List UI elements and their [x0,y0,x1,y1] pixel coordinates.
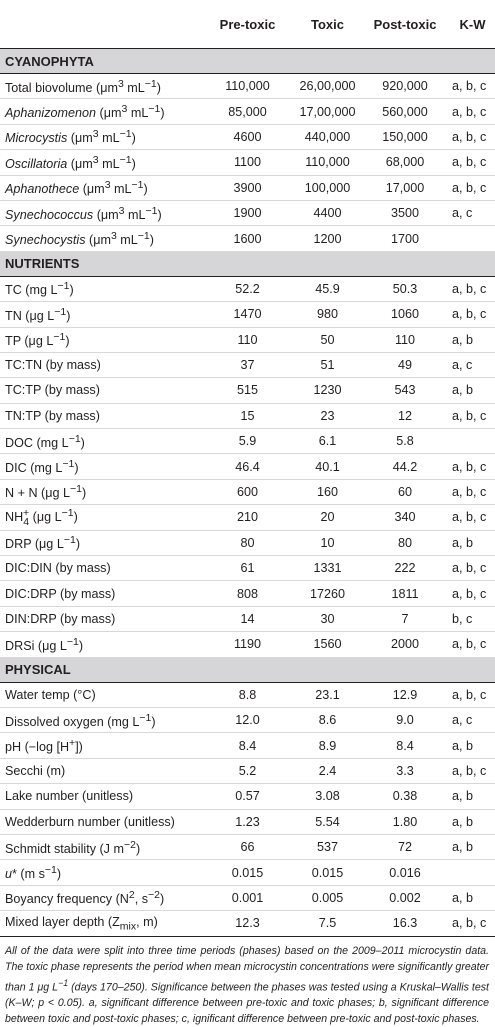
value-cell: 1700 [360,226,450,251]
value-cell: 537 [295,834,360,859]
row-label: TN:TP (by mass) [0,403,200,428]
row-label: DRSi (μg $L^{-1}$) [0,632,200,657]
value-cell: 1331 [295,556,360,581]
value-cell: 0.38 [360,784,450,809]
value-cell: 16.3 [360,911,450,936]
value-cell: 8.6 [295,707,360,732]
value-cell: 0.015 [200,860,295,885]
value-cell: 5.9 [200,429,295,454]
value-cell: 12 [360,403,450,428]
value-cell: 1560 [295,632,360,657]
value-cell: 222 [360,556,450,581]
kw-cell [450,226,495,251]
kw-cell: a, b, c [450,454,495,479]
value-cell: 30 [295,606,360,631]
kw-cell [450,860,495,885]
value-cell: 50.3 [360,276,450,301]
value-cell: 110,000 [200,74,295,99]
table-row [0,707,495,732]
value-cell: 0.001 [200,885,295,910]
section-title: CYANOPHYTA [0,49,495,74]
value-cell: 110,000 [295,150,360,175]
value-cell: 17,00,000 [295,99,360,124]
value-cell: 8.4 [360,733,450,758]
value-cell: 0.016 [360,860,450,885]
kw-cell: a, b [450,327,495,352]
kw-cell: a, b, c [450,682,495,707]
row-label: TP (μg $L^{-1}$) [0,327,200,352]
header-cell: Toxic [295,0,360,49]
table-row [0,150,495,175]
value-cell: 3.08 [295,784,360,809]
table-row [0,784,495,809]
value-cell: 26,00,000 [295,74,360,99]
value-cell: 210 [200,505,295,530]
table-row [0,327,495,352]
value-cell: 40.1 [295,454,360,479]
table-row [0,74,495,99]
kw-cell: a, b [450,885,495,910]
row-label: Aphanothece ($\mu m^3$ $mL^{-1}$) [0,175,200,200]
table-row [0,124,495,149]
value-cell: 1470 [200,302,295,327]
kw-cell: a, b, c [450,124,495,149]
value-cell: 543 [360,378,450,403]
row-label: u* (m $s^{-1}$) [0,860,200,885]
table-row [0,403,495,428]
value-cell: 44.2 [360,454,450,479]
value-cell: 49 [360,352,450,377]
row-label: TC:TP (by mass) [0,378,200,403]
table-row [0,175,495,200]
value-cell: 110 [200,327,295,352]
value-cell: 0.002 [360,885,450,910]
header-cell: Pre-toxic [200,0,295,49]
value-cell: 150,000 [360,124,450,149]
row-label: DIN:DRP (by mass) [0,606,200,631]
value-cell: 2000 [360,632,450,657]
kw-cell: a, b [450,733,495,758]
value-cell: 7.5 [295,911,360,936]
value-cell: 1100 [200,150,295,175]
value-cell: 1.80 [360,809,450,834]
table-row [0,556,495,581]
row-label: TC:TN (by mass) [0,352,200,377]
value-cell: 110 [360,327,450,352]
value-cell: 1.23 [200,809,295,834]
row-label: TC (mg $L^{-1}$) [0,276,200,301]
row-label: Lake number (unitless) [0,784,200,809]
row-label: Wedderburn number (unitless) [0,809,200,834]
value-cell: 46.4 [200,454,295,479]
value-cell: 80 [200,530,295,555]
value-cell: 0.005 [295,885,360,910]
value-cell: 68,000 [360,150,450,175]
kw-cell: a, b [450,530,495,555]
kw-cell: a, b, c [450,505,495,530]
row-label: Total biovolume ($\mu m^3$ $mL^{-1}$) [0,74,200,99]
section-title: NUTRIENTS [0,251,495,276]
kw-cell: b, c [450,606,495,631]
kw-cell: a, b, c [450,632,495,657]
table-row [0,99,495,124]
table-row [0,860,495,885]
row-label: TN (μg $L^{-1}$) [0,302,200,327]
table-row [0,505,495,530]
value-cell: 1200 [295,226,360,251]
row-label: Aphanizomenon ($\mu m^3$ $mL^{-1}$) [0,99,200,124]
table-row [0,911,495,936]
kw-cell: a, b, c [450,99,495,124]
value-cell: 14 [200,606,295,631]
row-label: $NH_4^+$ (μg $L^{-1}$) [0,505,200,530]
row-label: Mixed layer depth ($Z_{mix}$, m) [0,911,200,936]
value-cell: 61 [200,556,295,581]
table-row [0,885,495,910]
section-header-row [0,657,495,682]
value-cell: 5.2 [200,758,295,783]
table-row [0,682,495,707]
row-label: DIC (mg $L^{-1}$) [0,454,200,479]
kw-cell: a, b, c [450,556,495,581]
table-row [0,378,495,403]
section-header-row [0,251,495,276]
value-cell: 37 [200,352,295,377]
value-cell: 0.57 [200,784,295,809]
value-cell: 1900 [200,200,295,225]
row-label: Boyancy frequency ($N^2$, $s^{-2}$) [0,885,200,910]
kw-cell: a, b [450,834,495,859]
table-row [0,200,495,225]
row-label: DOC (mg $L^{-1}$) [0,429,200,454]
value-cell: 980 [295,302,360,327]
value-cell: 515 [200,378,295,403]
row-label: Dissolved oxygen (mg $L^{-1}$) [0,707,200,732]
row-label: Microcystis ($\mu m^3$ $mL^{-1}$) [0,124,200,149]
kw-cell: a, b, c [450,403,495,428]
value-cell: 66 [200,834,295,859]
value-cell: 51 [295,352,360,377]
value-cell: 23.1 [295,682,360,707]
header-cell [0,0,200,49]
kw-cell: a, b [450,378,495,403]
value-cell: 160 [295,479,360,504]
value-cell: 6.1 [295,429,360,454]
row-label: N + N (μg $L^{-1}$) [0,479,200,504]
value-cell: 17260 [295,581,360,606]
header-cell: K-W [450,0,495,49]
row-label: DRP (μg $L^{-1}$) [0,530,200,555]
value-cell: 2.4 [295,758,360,783]
value-cell: 4600 [200,124,295,149]
row-label: Synechocystis ($\mu m^3$ $mL^{-1}$) [0,226,200,251]
table-row [0,606,495,631]
value-cell: 80 [360,530,450,555]
row-label: Schmidt stability (J $m^{-2}$) [0,834,200,859]
value-cell: 3900 [200,175,295,200]
table-body [0,49,495,937]
kw-cell: a, b, c [450,175,495,200]
table-row [0,454,495,479]
kw-cell: a, b [450,784,495,809]
value-cell: 1811 [360,581,450,606]
value-cell: 808 [200,581,295,606]
value-cell: 50 [295,327,360,352]
row-label: Oscillatoria ($\mu m^3$ $mL^{-1}$) [0,150,200,175]
kw-cell: a, c [450,200,495,225]
value-cell: 920,000 [360,74,450,99]
value-cell: 0.015 [295,860,360,885]
kw-cell: a, b, c [450,150,495,175]
value-cell: 8.4 [200,733,295,758]
section-header-row [0,49,495,74]
kw-cell: a, b, c [450,276,495,301]
value-cell: 10 [295,530,360,555]
table-row [0,530,495,555]
header-cell: Post-toxic [360,0,450,49]
row-label: Secchi (m) [0,758,200,783]
table-row [0,429,495,454]
value-cell: 45.9 [295,276,360,301]
table-row [0,352,495,377]
table-row [0,302,495,327]
value-cell: 1060 [360,302,450,327]
row-label: DIC:DRP (by mass) [0,581,200,606]
value-cell: 4400 [295,200,360,225]
table-footnote: All of the data were split into three time periods (phases) based on the 2009–2011 microcystin data. The toxic phase represents the period when mean microcystin concentrations were significantly greater than 1 μg $L^{-1}$ (days 170–250). Significance between the phases was tested using a Kruskal–Wallis test (K–W; p < 0.05). a, significant difference between pre-toxic and toxic phases; b, significant difference between toxic and post-toxic phases; c, ignificant difference between pre-toxic and post-toxic phases. [0,937,495,1027]
kw-cell: a, b, c [450,74,495,99]
value-cell: 12.3 [200,911,295,936]
table-row [0,276,495,301]
kw-cell: a, c [450,352,495,377]
kw-cell: a, b [450,809,495,834]
value-cell: 23 [295,403,360,428]
table-row [0,834,495,859]
value-cell: 440,000 [295,124,360,149]
kw-cell: a, b, c [450,302,495,327]
value-cell: 9.0 [360,707,450,732]
value-cell: 3.3 [360,758,450,783]
value-cell: 100,000 [295,175,360,200]
value-cell: 72 [360,834,450,859]
kw-cell: a, c [450,707,495,732]
value-cell: 3500 [360,200,450,225]
value-cell: 12.0 [200,707,295,732]
table-row [0,479,495,504]
row-label: Synechococcus ($\mu m^3$ $mL^{-1}$) [0,200,200,225]
table-row [0,733,495,758]
value-cell: 1190 [200,632,295,657]
header-row [0,0,495,49]
value-cell: 20 [295,505,360,530]
table-row [0,581,495,606]
value-cell: 12.9 [360,682,450,707]
value-cell: 1230 [295,378,360,403]
value-cell: 340 [360,505,450,530]
value-cell: 85,000 [200,99,295,124]
value-cell: 8.9 [295,733,360,758]
table-row [0,758,495,783]
value-cell: 5.8 [360,429,450,454]
kw-cell: a, b, c [450,911,495,936]
section-title: PHYSICAL [0,657,495,682]
value-cell: 7 [360,606,450,631]
value-cell: 60 [360,479,450,504]
kw-cell: a, b, c [450,479,495,504]
value-cell: 52.2 [200,276,295,301]
value-cell: 5.54 [295,809,360,834]
value-cell: 15 [200,403,295,428]
row-label: Water temp (°C) [0,682,200,707]
value-cell: 600 [200,479,295,504]
value-cell: 17,000 [360,175,450,200]
value-cell: 1600 [200,226,295,251]
kw-cell: a, b, c [450,758,495,783]
row-label: DIC:DIN (by mass) [0,556,200,581]
value-cell: 8.8 [200,682,295,707]
value-cell: 560,000 [360,99,450,124]
table-row [0,632,495,657]
table-row [0,226,495,251]
table-row [0,809,495,834]
kw-cell: a, b, c [450,581,495,606]
row-label: pH (−log [H+]) [0,733,200,758]
kw-cell [450,429,495,454]
